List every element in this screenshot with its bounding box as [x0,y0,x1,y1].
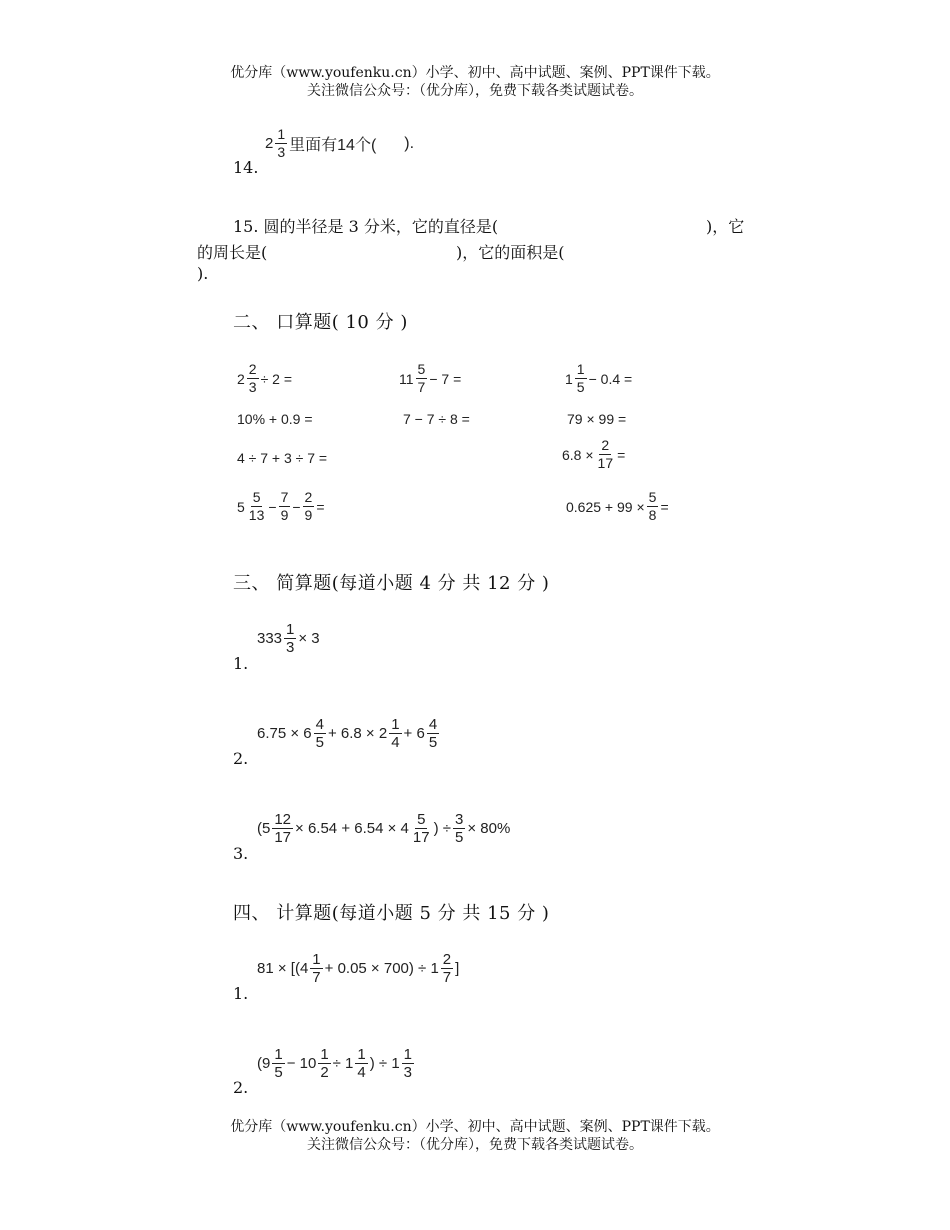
s4q2-n1: 1 [274,1046,283,1063]
q14-text: 里面有14个( [289,137,377,154]
s3q2-n1: 4 [315,716,324,733]
s2c-num: 1 [576,361,585,377]
s3q3-n3: 3 [454,811,464,828]
s2i-fraction-3 [303,489,315,524]
s4q2-n3: 1 [357,1046,366,1063]
q14-whole: 2 [265,135,274,152]
s3q2-mid2: + 6 [403,725,425,742]
s4q1-rest: ] [455,960,460,977]
s2j-pre: 0.625 + 99 × [566,498,645,515]
s3q3-fraction-2 [411,811,432,846]
s2j-fraction [647,489,659,524]
s3q1-den: 3 [286,639,295,656]
s3q2-fraction-1 [314,716,326,751]
s4-q1-expression [257,951,459,986]
s3q2-d2: 4 [391,734,400,751]
s2j-num: 5 [648,489,657,505]
s2b-num: 5 [417,361,426,377]
s3q1-fraction [284,621,296,656]
q14-expression [265,126,414,161]
s2i-fraction-2 [279,489,291,524]
s3-q1-expression [257,621,320,656]
s4q2-d1: 5 [274,1064,283,1081]
s3q3-n1: 12 [274,811,292,828]
s3-q2-expression [257,716,441,751]
s4q1-n1: 1 [312,951,321,968]
s4q1-d1: 7 [312,969,321,986]
s3q2-n3: 4 [428,716,438,733]
s4q1-n2: 2 [442,951,452,968]
s3q1-whole: 333 [257,630,283,647]
s4q2-fraction-4 [402,1046,414,1081]
s2h-num: 2 [601,437,610,453]
s2j-rest: = [660,498,669,515]
s2-item-b [399,361,461,396]
q15-line2: 的周长是( [197,243,268,262]
s4q2-pre: (9 [257,1055,271,1072]
header-line-1: 优分库（www.youfenku.cn）小学、初中、高中试题、案例、PPT课件下载。 [230,65,720,81]
s3-q1-number: 1. [233,654,249,673]
s3q3-pre: (5 [257,820,271,837]
s4q2-fraction-3 [355,1046,367,1081]
s2c-whole: 1 [565,370,573,387]
s2-item-j [566,489,669,524]
s2i-rest: = [316,498,325,515]
s2i-op2: − [292,498,301,515]
s2i-num2: 7 [280,489,289,505]
q15-line1: 15. 圆的半径是 3 分米，它的直径是( [233,217,499,236]
q15-line2-end: )，它的面积是( [456,243,565,262]
s3-q3-number: 3. [233,844,249,863]
q14-number: 14. [233,158,259,177]
s2i-den1: 13 [248,507,265,523]
header-line-2: 关注微信公众号：（优分库），免费下载各类试题试卷。 [307,83,643,99]
s2-item-h [562,437,625,472]
s2a-whole: 2 [237,370,245,387]
s2a-rest: ÷ 2 = [260,370,293,387]
s4q1-d2: 7 [442,969,452,986]
s2i-num1: 5 [252,489,261,505]
s3q3-d1: 17 [274,829,292,846]
s2-item-f: 79 × 99 = [567,411,627,427]
q15-line1-end: )，它 [706,217,745,236]
s3-q2-number: 2. [233,749,249,768]
s4q1-pre: 81 × [(4 [257,960,309,977]
s3q3-d3: 5 [454,829,464,846]
s3q2-pre: 6.75 × 6 [257,725,312,742]
s2-item-a [237,361,292,396]
q14-num: 1 [277,126,286,142]
s4q2-mid: − 10 [286,1055,317,1072]
s4q2-d3: 4 [357,1064,366,1081]
s2-item-d: 10% + 0.9 = [237,411,313,427]
s2a-fraction [247,361,259,396]
s3q1-num: 1 [286,621,295,638]
s2b-rest: − 7 = [429,370,462,387]
s2b-den: 7 [417,379,426,395]
s3q3-fraction-3 [453,811,465,846]
s4q1-fraction-1 [310,951,322,986]
s2-item-g: 4 ÷ 7 + 3 ÷ 7 = [237,450,328,466]
s4q2-fraction-1 [272,1046,284,1081]
q15-line3: ). [197,264,209,283]
section3-title: 三、 简算题(每道小题 4 分 共 12 分 ) [233,573,550,594]
s3q2-d3: 5 [428,734,438,751]
s3q3-d2: 17 [412,829,430,846]
s2j-den: 8 [648,507,657,523]
s3q2-mid: + 6.8 × 2 [327,725,388,742]
s3q3-n2: 5 [417,811,426,828]
s2i-num3: 2 [304,489,313,505]
s3q3-rest: × 80% [467,820,511,837]
s2b-whole: 11 [399,370,414,387]
q14-den: 3 [277,144,286,160]
s4q2-mid3: ) ÷ 1 [369,1055,400,1072]
q14-fraction [275,126,287,161]
s2h-den: 17 [597,455,614,471]
s4q2-fraction-2 [318,1046,330,1081]
s2h-pre: 6.8 × [562,446,594,463]
s4q2-n2: 1 [320,1046,329,1063]
s4q2-d2: 2 [320,1064,329,1081]
s3q2-fraction-3 [427,716,439,751]
s4q1-fraction-2 [441,951,453,986]
s2h-fraction [596,437,616,472]
s4q2-d4: 3 [403,1064,412,1081]
s2c-rest: − 0.4 = [588,370,633,387]
s4q2-n4: 1 [403,1046,412,1063]
s3q3-mid: × 6.54 + 6.54 × 4 [295,820,409,837]
s2a-num: 2 [248,361,257,377]
s2-item-e: 7 − 7 ÷ 8 = [403,411,470,427]
s3q3-mid2: ) ÷ [433,820,451,837]
q14-close: ). [404,134,415,152]
s2i-op1: − [268,498,277,515]
s4-q2-number: 2. [233,1078,249,1097]
footer-line-1: 优分库（www.youfenku.cn）小学、初中、高中试题、案例、PPT课件下载。 [230,1119,720,1135]
s3q1-rest: × 3 [298,630,320,647]
s2b-fraction [416,361,428,396]
s4-q1-number: 1. [233,984,249,1003]
s2h-rest: = [617,446,626,463]
s3q2-d1: 5 [315,734,324,751]
s3q3-fraction-1 [272,811,293,846]
s3q2-fraction-2 [389,716,401,751]
s3q2-n2: 1 [391,716,400,733]
s2c-den: 5 [576,379,585,395]
section2-title: 二、 口算题( 10 分 ) [233,312,408,333]
s2c-fraction [575,361,587,396]
s2i-fraction-1 [247,489,267,524]
s2-item-c [565,361,632,396]
s3-q3-expression [257,811,510,846]
s2i-den2: 9 [280,507,289,523]
s2i-whole: 5 [237,498,245,515]
footer-line-2: 关注微信公众号：（优分库），免费下载各类试题试卷。 [307,1137,643,1153]
s2i-den3: 9 [304,507,313,523]
s4q2-mid2: ÷ 1 [332,1055,354,1072]
section4-title: 四、 计算题(每道小题 5 分 共 15 分 ) [233,903,550,924]
s4-q2-expression [257,1046,416,1081]
s4q1-mid: + 0.05 × 700) ÷ 1 [324,960,439,977]
s2-item-i [237,489,325,524]
s2a-den: 3 [248,379,257,395]
